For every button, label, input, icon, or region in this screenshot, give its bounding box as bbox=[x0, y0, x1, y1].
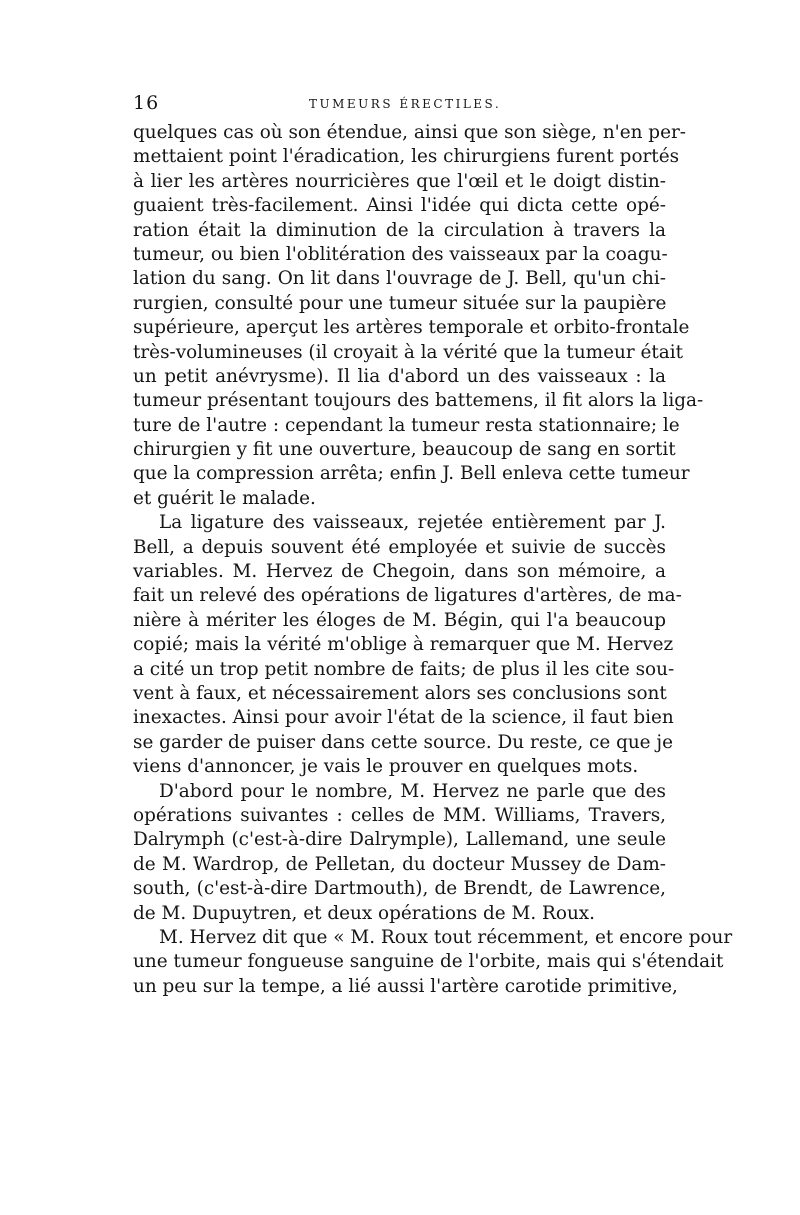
text-line: La ligature des vaisseaux, rejetée entièrement par J. bbox=[159, 512, 666, 534]
text-line: de M. Dupuytren, et deux opérations de M. Roux. bbox=[133, 902, 596, 924]
text-line: opérations suivantes : celles de MM. Williams, Travers, bbox=[133, 804, 666, 826]
text-line: a cité un trop petit nombre de faits; de plus il les cite sou- bbox=[133, 658, 675, 680]
text-line: chirurgien y fit une ouverture, beaucoup de sang en sortit bbox=[133, 439, 676, 461]
body-text bbox=[133, 121, 733, 999]
text-line: fait un relevé des opérations de ligatures d'artères, de ma- bbox=[133, 585, 682, 607]
text-line: que la compression arrêta; enfin J. Bell enleva cette tumeur bbox=[133, 463, 690, 485]
text-line: ture de l'autre : cependant la tumeur resta stationnaire; le bbox=[133, 414, 680, 436]
text-line: copié; mais la vérité m'oblige à remarquer que M. Hervez bbox=[133, 634, 674, 656]
text-line: nière à mériter les éloges de M. Bégin, qui l'a beaucoup bbox=[133, 609, 666, 631]
text-line: lation du sang. On lit dans l'ouvrage de J. Bell, qu'un chi- bbox=[133, 268, 666, 290]
running-head: TUMEURS ÉRECTILES. bbox=[309, 97, 502, 111]
text-line: ration était la diminution de la circulation à travers la bbox=[133, 219, 666, 241]
text-line: tumeur, ou bien l'oblitération des vaisseaux par la coagu- bbox=[133, 243, 668, 265]
text-line: south, (c'est-à-dire Dartmouth), de Brendt, de Lawrence, bbox=[133, 878, 666, 900]
text-line: inexactes. Ainsi pour avoir l'état de la science, il faut bien bbox=[133, 707, 674, 729]
text-line: rurgien, consulté pour une tumeur située sur la paupière bbox=[133, 292, 667, 314]
text-line: mettaient point l'éradication, les chirurgiens furent portés bbox=[133, 146, 680, 168]
text-line: vent à faux, et nécessairement alors ses conclusions sont bbox=[133, 682, 667, 704]
text-line: très-volumineuses (il croyait à la vérité que la tumeur était bbox=[133, 341, 683, 363]
text-line: quelques cas où son étendue, ainsi que son siège, n'en per- bbox=[133, 122, 686, 143]
text-line: tumeur présentant toujours des battemens, il fit alors la liga- bbox=[133, 390, 704, 412]
text-line: Dalrymph (c'est-à-dire Dalrymple), Lallemand, une seule bbox=[133, 829, 666, 851]
text-line: Bell, a depuis souvent été employée et suivie de succès bbox=[133, 536, 666, 558]
text-line: supérieure, aperçut les artères temporale et orbito-frontale bbox=[133, 317, 690, 339]
page-number: 16 bbox=[133, 92, 160, 114]
page-header bbox=[133, 93, 681, 119]
text-line: à lier les artères nourricières que l'œil et le doigt distin- bbox=[133, 170, 666, 192]
text-line: D'abord pour le nombre, M. Hervez ne parle que des bbox=[159, 780, 666, 802]
text-line: guaient très-facilement. Ainsi l'idée qui dicta cette opé- bbox=[133, 195, 666, 217]
text-line: un petit anévrysme). Il lia d'abord un des vaisseaux : la bbox=[133, 365, 666, 387]
text-line: se garder de puiser dans cette source. Du reste, ce que je bbox=[133, 731, 674, 753]
text-line: M. Hervez dit que « M. Roux tout récemment, et encore pour bbox=[159, 926, 733, 948]
text-line: de M. Wardrop, de Pelletan, du docteur Mussey de Dam- bbox=[133, 853, 666, 875]
text-line: et guérit le malade. bbox=[133, 487, 316, 509]
text-line: variables. M. Hervez de Chegoin, dans son mémoire, a bbox=[133, 561, 666, 583]
text-line: un peu sur la tempe, a lié aussi l'artère carotide primitive, bbox=[133, 975, 678, 997]
text-line: viens d'annoncer, je vais le prouver en quelques mots. bbox=[133, 756, 639, 778]
text-line: une tumeur fongueuse sanguine de l'orbite, mais qui s'étendait bbox=[133, 951, 724, 973]
